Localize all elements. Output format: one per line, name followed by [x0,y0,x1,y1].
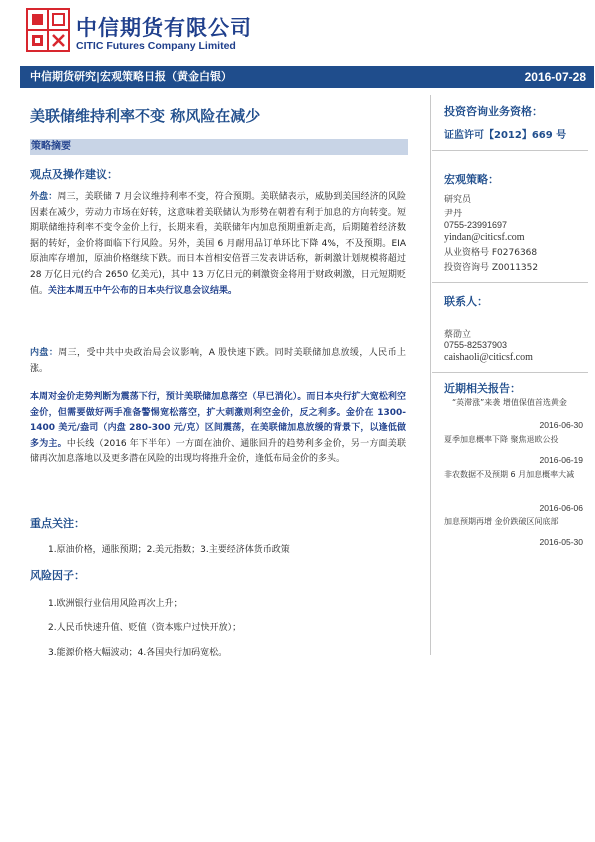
risk-item: 1.欧洲银行业信用风险再次上升； [48,599,183,609]
contact-heading: 联系人： [444,295,488,308]
report-link[interactable]: 加息预期再增 金价跌破区间底部 [444,517,559,526]
paragraph-overseas [30,190,406,299]
focus-item: 1.原油价格，通胀预期；2.美元指数；3.主要经济体货币政策 [48,545,290,555]
contact-phone: 0755-82537903 [444,340,508,350]
banner-date: 2016-07-28 [524,70,586,84]
domestic-lead: 内盘： [30,348,59,358]
report-title: 美联储维持利率不变 称风险在减少 [30,107,261,125]
overseas-bold: 关注本周五中午公布的日本央行议息会议结果。 [48,285,238,296]
views-heading: 观点及操作建议： [30,168,118,181]
report-date: 2016-05-30 [539,537,583,547]
paragraph-outlook [30,390,406,468]
focus-heading: 重点关注： [30,517,85,530]
report-date: 2016-06-06 [539,503,583,513]
report-link[interactable]: “英滞涨”来袭 增值保值首选黄金 [452,398,567,407]
license-text: 证监许可【2012】669 号 [444,130,567,141]
outlook-text: 中长线（2016 年下半年）一方面在油价、通胀回升的趋势利多金价，另一方面美联储再次加息落地以及更多潜在风险的出现均将推升金价，逢低布局金价的多头。 [30,438,406,465]
sidebar-divider [430,95,431,655]
risk-item: 3.能源价格大幅波动；4.各国央行加码宽松。 [48,648,228,658]
sidebar-rule [432,150,588,151]
report-link[interactable]: 夏季加息概率下降 聚焦退欧公投 [444,435,559,444]
analyst-name: 尹丹 [444,209,463,219]
company-name-en: CITIC Futures Company Limited [76,40,236,52]
company-name-cn: 中信期货有限公司 [76,16,252,40]
sidebar-rule [432,372,588,373]
license-heading: 投资咨询业务资格： [444,105,543,118]
analyst-consulting-number: 投资咨询号 Z0011352 [444,263,539,273]
analyst-role: 研究员 [444,195,472,205]
risk-heading: 风险因子： [30,569,85,582]
contact-email: caishaoli@citicsf.com [444,352,533,363]
banner-title: 中信期货研究|宏观策略日报（黄金白银） [30,70,233,83]
analyst-email: yindan@citicsf.com [444,232,525,243]
analyst-qualification: 从业资格号 F0276368 [444,248,538,258]
strategy-summary-bar: 策略摘要 [30,139,408,155]
outlook-bold: 本周对金价走势判断为震荡下行，预计美联储加息落空（早已消化）。而日本央行扩大宽松利空金价，但需要做好两手准备警惕宽松落空，扩大刺激则利空金价，反之利多。金价在 1300-1400 美元/盎司（内盘 280-300 元/克）区间震荡，在美联储加息放缓的背景下，以逢低做多为主。 [30,392,406,449]
overseas-text: 周三，美联储 7 月会议维持利率不变，符合预期。美联储表示，威胁到美国经济的风险因素在减少，劳动力市场在好转，这意味着美联储认为形势在朝着有利于加息的方向转变。短期联储维持利率不变令金价上行，长期来看，美联储年内加息预期重新走高，后期随着经济数据的转好，金价将面临下行风险。另外，美国 6 月耐用品订单环比下降 4%，不及预期。EIA 原油库存增加，原油价格继续下跌。而日本首相安倍晋三发表讲话称，新刺激计划规模将超过 28 万亿日元(约合 2650 亿美元)，其中 13 万亿日元的刺激资金将用于财政刺激，日元短期贬值。 [30,192,406,296]
risk-item: 2.人民币快速升值、贬值（资本账户过快开放）； [48,623,242,633]
overseas-lead: 外盘： [30,192,58,202]
report-banner [20,66,594,88]
report-date: 2016-06-30 [539,420,583,430]
analyst-phone: 0755-23991697 [444,220,508,230]
sidebar-rule [432,282,588,283]
paragraph-domestic [30,346,406,377]
report-link[interactable]: 非农数据不及预期 6 月加息概率大减 [444,470,575,479]
company-logo-icon [26,8,70,52]
reports-heading: 近期相关报告： [444,382,521,395]
report-date: 2016-06-19 [539,455,583,465]
contact-name: 蔡劭立 [444,330,472,340]
macro-heading: 宏观策略： [444,173,499,186]
domestic-text: 周三，受中共中央政治局会议影响，A 股快速下跌。同时美联储加息放缓，人民币上涨。 [30,348,406,374]
